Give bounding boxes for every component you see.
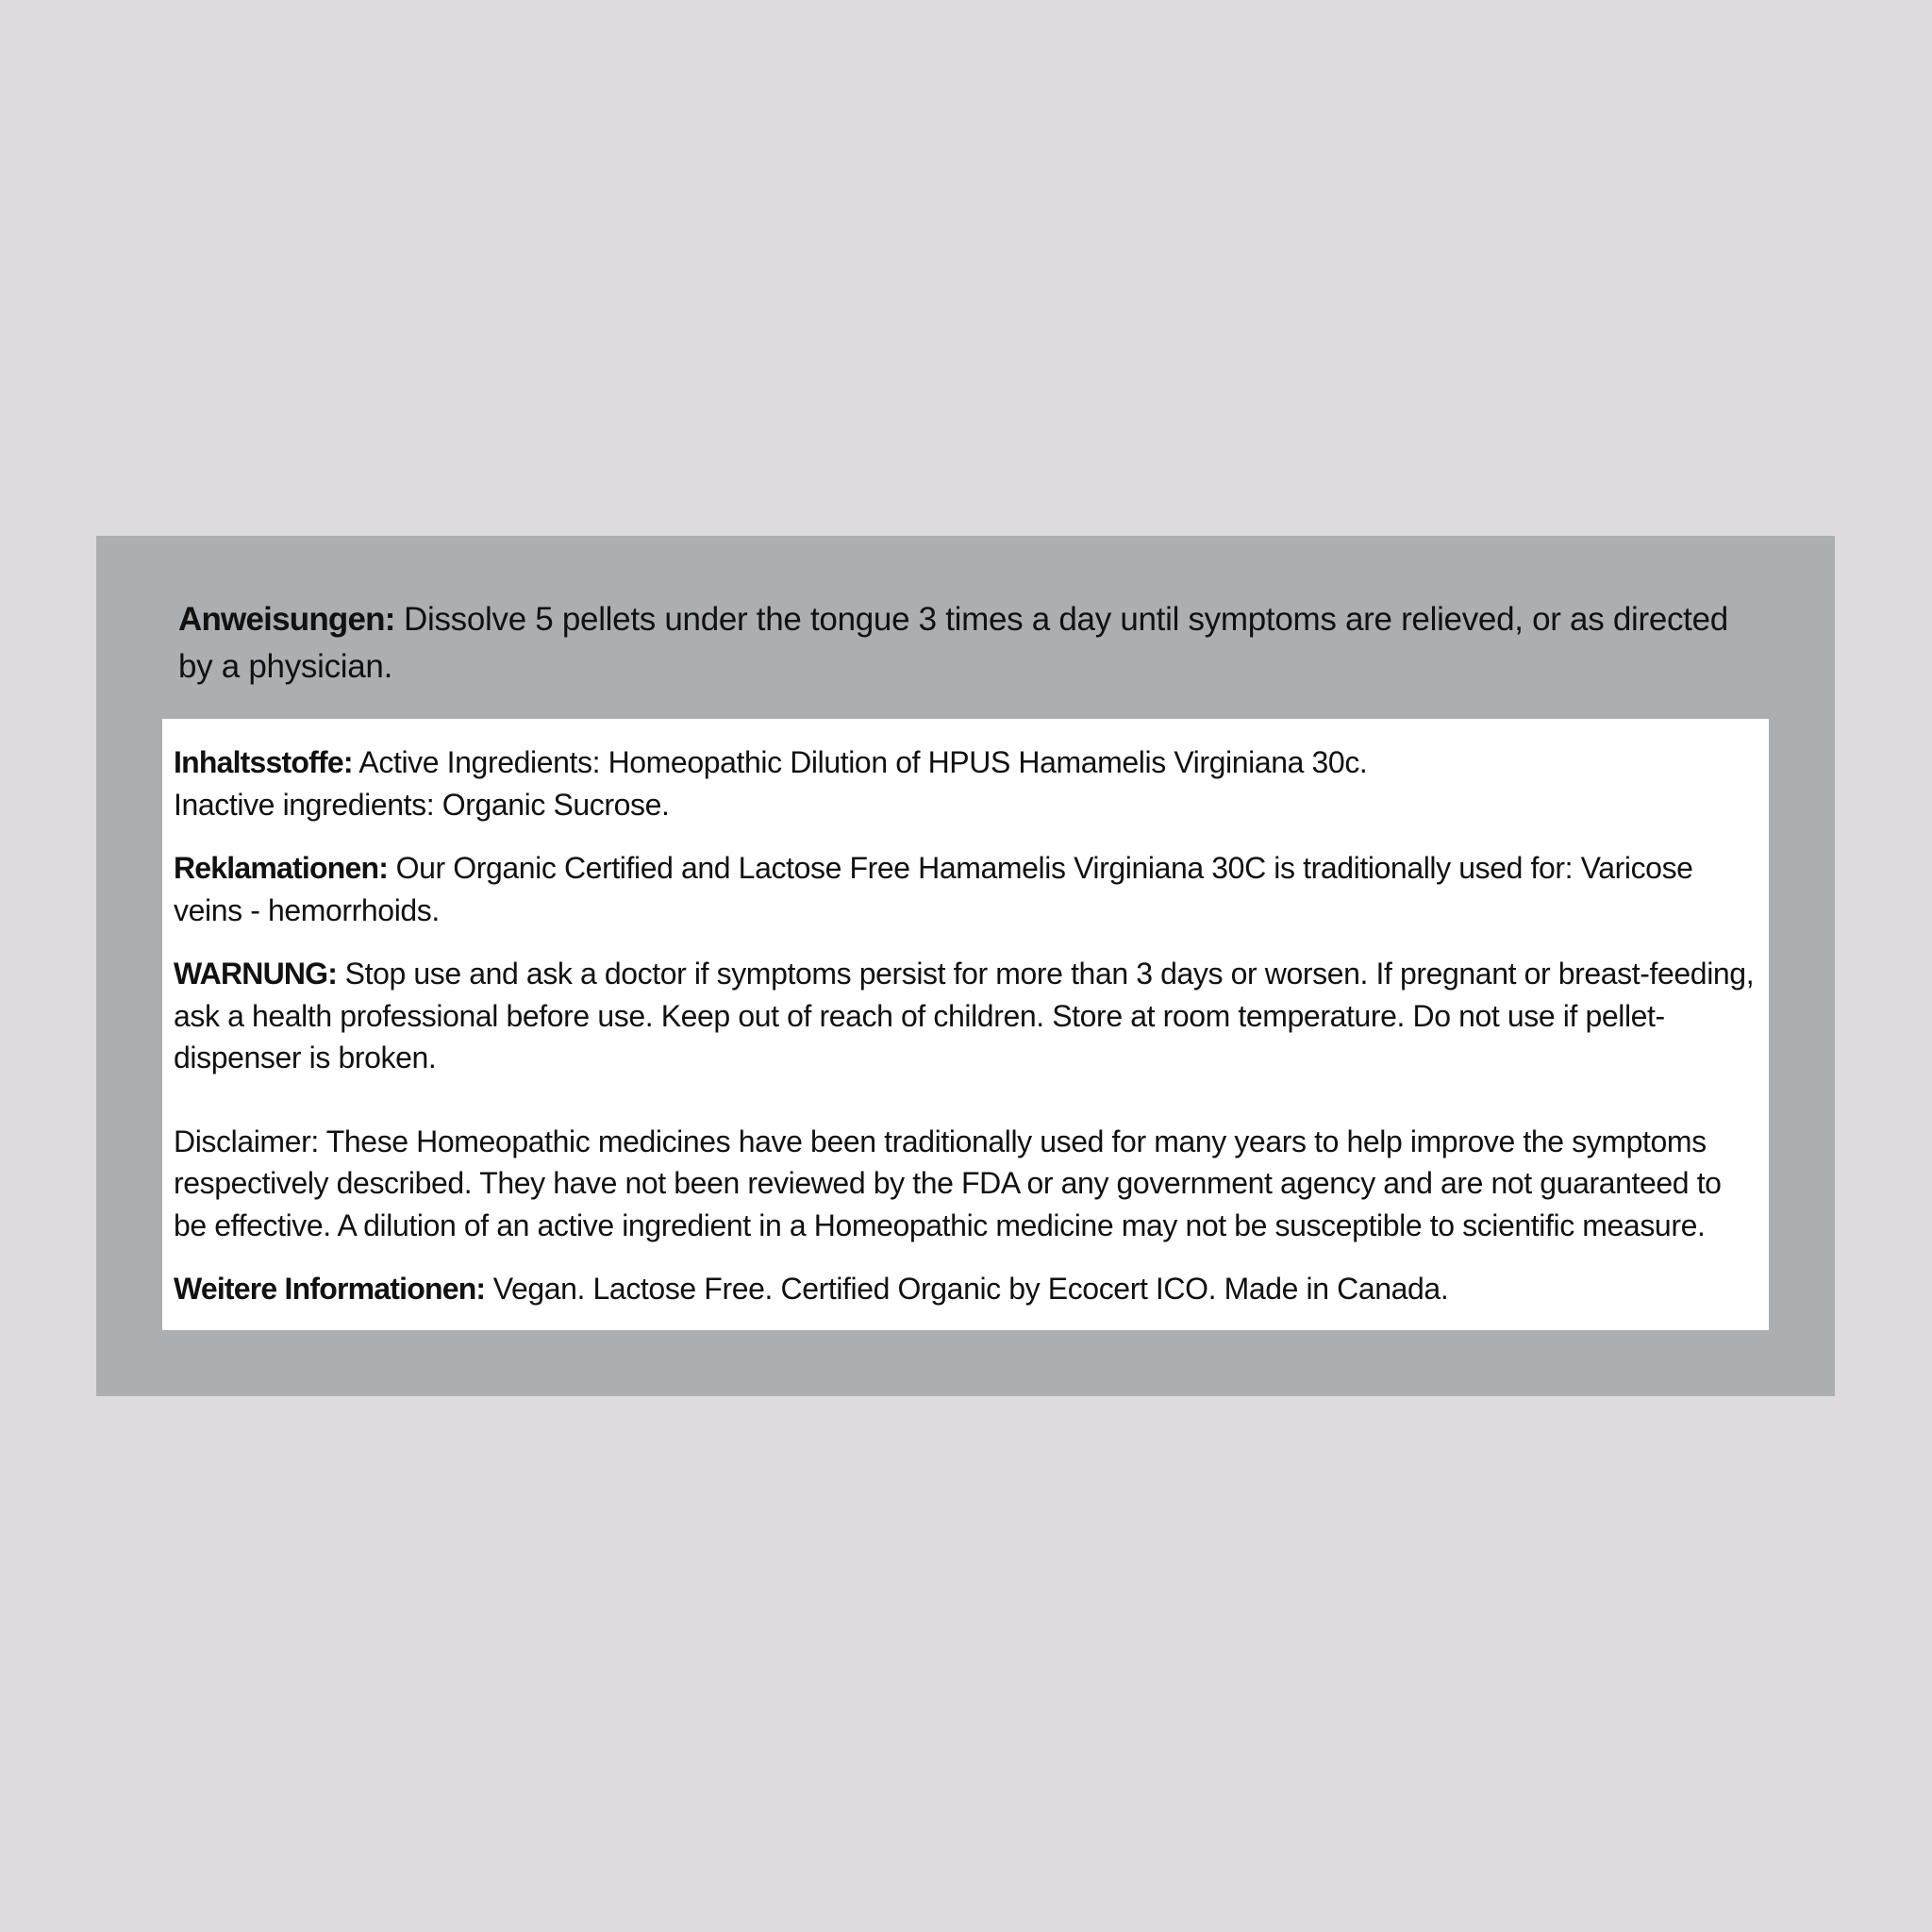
more-info-label: Weitere Informationen: (174, 1272, 486, 1306)
claims-section (174, 847, 1757, 931)
ingredients-label: Inhaltsstoffe: (174, 745, 353, 779)
directions-label: Anweisungen: (178, 601, 395, 638)
active-ingredients-text: Active Ingredients: Homeopathic Dilution of HPUS Hamamelis Virginiana 30c. (352, 745, 1368, 779)
ingredients-section (174, 741, 1757, 825)
directions-section (178, 596, 1744, 691)
product-label-panel (96, 536, 1835, 1396)
disclaimer-section (174, 1121, 1757, 1247)
inactive-ingredients-text: Inactive ingredients: Organic Sucrose. (174, 787, 670, 822)
disclaimer-text: Disclaimer: These Homeopathic medicines have been traditionally used for many years to help improve the symptoms respectively described. They have not been reviewed by the FDA or any government agency and are not guaranteed to be effective. A dilution of an active ingredient in a Homeopathic medicine may not be susceptible to scientific measure. (174, 1124, 1722, 1242)
claims-label: Reklamationen: (174, 851, 389, 885)
directions-text: Dissolve 5 pellets under the tongue 3 times a day until symptoms are relieved, or as directed by a physician. (178, 601, 1728, 685)
warning-section (174, 953, 1757, 1079)
warning-label: WARNUNG: (174, 957, 338, 991)
info-box (162, 719, 1769, 1330)
claims-text: Our Organic Certified and Lactose Free Hamamelis Virginiana 30C is traditionally used for: Varicose veins - hemorrhoids. (174, 851, 1693, 927)
warning-text: Stop use and ask a doctor if symptoms persist for more than 3 days or worsen. If pregnant or breast-feeding, ask a health professional before use. Keep out of reach of children. Store at room temperature. Do not use if pellet-dispenser is broken. (174, 957, 1755, 1074)
more-info-section (174, 1268, 1757, 1310)
more-info-text: Vegan. Lactose Free. Certified Organic by Ecocert ICO. Made in Canada. (485, 1272, 1449, 1306)
